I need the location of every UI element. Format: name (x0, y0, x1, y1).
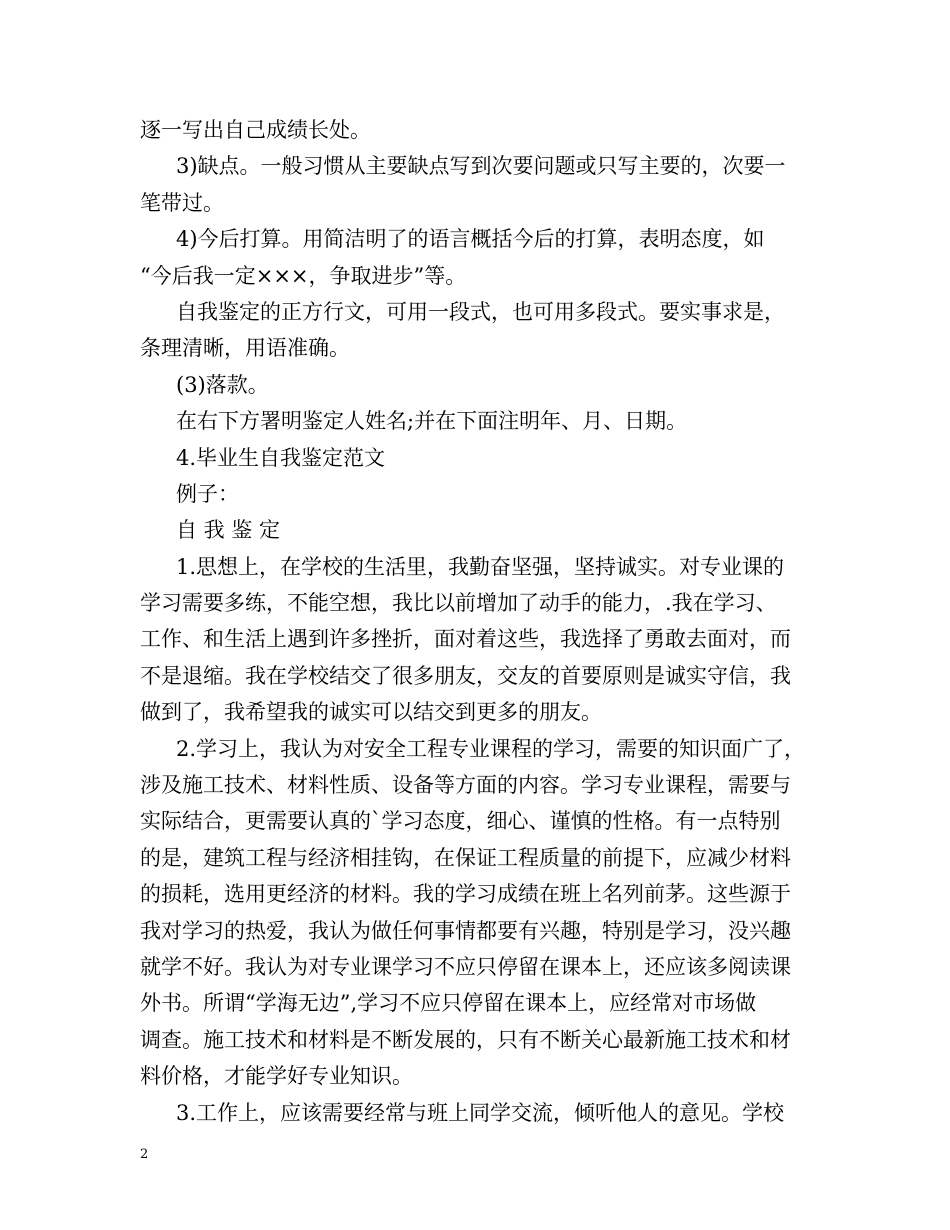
document-body (140, 112, 820, 1131)
body-line: 工作、和生活上遇到许多挫折，面对着这些，我选择了勇敢去面对，而 (140, 627, 791, 652)
body-line: 4)今后打算。用简洁明了的语言概括今后的打算，表明态度，如 (176, 227, 765, 252)
page-number: 2 (140, 1147, 149, 1162)
example-label: 例子： (176, 481, 239, 506)
body-line: 在右下方署明鉴定人姓名;并在下面注明年、月、日期。 (176, 409, 688, 434)
body-line: 料价格，才能学好专业知识。 (140, 1064, 413, 1089)
body-line: 3.工作上，应该需要经常与班上同学交流，倾听他人的意见。学校 (176, 1100, 785, 1125)
body-line: 学习需要多练，不能空想，我比以前增加了动手的能力，.我在学习、 (140, 591, 777, 616)
body-line: 实际结合，更需要认真的`学习态度，细心、谨慎的性格。有一点特别 (140, 809, 781, 834)
section-label: (3)落款。 (176, 372, 269, 397)
body-line: 条理清晰，用语准确。 (140, 336, 350, 361)
example-title: 自 我 鉴 定 (176, 518, 281, 543)
body-line: 不是退缩。我在学校结交了很多朋友，交友的首要原则是诚实守信，我 (140, 663, 791, 688)
section-heading: 4.毕业生自我鉴定范文 (176, 445, 386, 470)
body-line: 3)缺点。一般习惯从主要缺点写到次要问题或只写主要的，次要一 (176, 154, 786, 179)
body-line: 外书。所谓“学海无边”,学习不应只停留在课本上，应经常对市场做 (140, 991, 757, 1016)
body-line: 调查。施工技术和材料是不断发展的，只有不断关心最新施工技术和材 (140, 1027, 791, 1052)
body-line: 自我鉴定的正方行文，可用一段式，也可用多段式。要实事求是， (176, 299, 785, 324)
body-line: 笔带过。 (140, 190, 224, 215)
body-line: 做到了，我希望我的诚实可以结交到更多的朋友。 (140, 700, 602, 725)
body-line: 我对学习的热爱，我认为做任何事情都要有兴趣，特别是学习，没兴趣 (140, 918, 791, 943)
body-line: 的是，建筑工程与经济相挂钩，在保证工程质量的前提下，应减少材料 (140, 845, 791, 870)
body-line: 1.思想上，在学校的生活里，我勤奋坚强，坚持诚实。对专业课的 (176, 554, 785, 579)
body-line: 2.学习上，我认为对安全工程专业课程的学习，需要的知识面广了， (176, 736, 806, 761)
body-line: 逐一写出自己成绩长处。 (140, 118, 371, 142)
body-line: 就学不好。我认为对专业课学习不应只停留在课本上，还应该多阅读课 (140, 954, 791, 979)
body-line: 的损耗，选用更经济的材料。我的学习成绩在班上名列前茅。这些源于 (140, 882, 791, 907)
body-line: 涉及施工技术、材料性质、设备等方面的内容。学习专业课程，需要与 (140, 773, 791, 798)
body-line: “今后我一定×××，争取进步”等。 (140, 263, 467, 288)
